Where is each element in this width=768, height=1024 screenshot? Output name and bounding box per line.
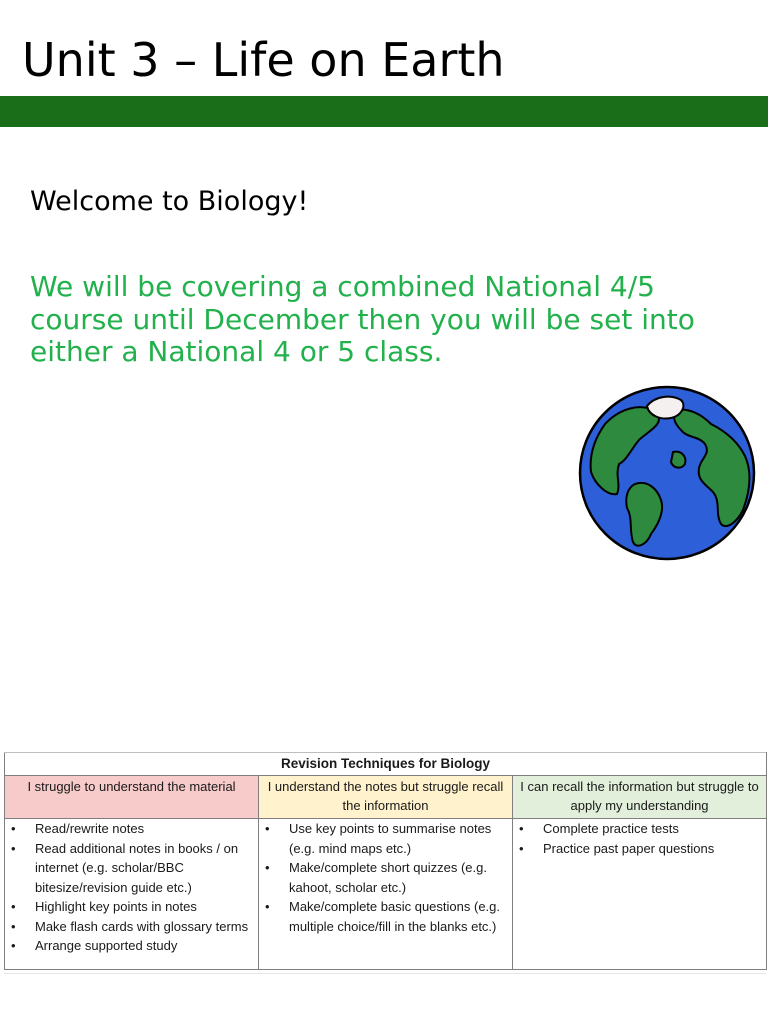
slide-title: Unit 3 – Life on Earth — [22, 33, 505, 87]
column-header-struggle-recall: I understand the notes but struggle recall the information — [259, 776, 513, 819]
list-item: • Make/complete short quizzes (e.g. kahoot, scholar etc.) — [259, 858, 512, 897]
column-cell-understand — [5, 819, 259, 970]
list-item: • Read additional notes in books / on internet (e.g. scholar/BBC bitesize/revision guide etc.) — [5, 839, 258, 898]
welcome-heading: Welcome to Biology! — [30, 186, 309, 217]
table-bottom-edge — [4, 973, 766, 974]
revision-techniques-table — [4, 752, 766, 970]
list-item: • Use key points to summarise notes (e.g. mind maps etc.) — [259, 819, 512, 858]
list-item: • Read/rewrite notes — [5, 819, 258, 839]
table-title: Revision Techniques for Biology — [5, 753, 767, 776]
course-intro-text: We will be covering a combined National 4/5 course until December then you will be set into either a National 4 or 5 class. — [30, 270, 695, 368]
list-item: • Highlight key points in notes — [5, 897, 258, 917]
list-item: • Complete practice tests — [513, 819, 766, 839]
column-cell-apply — [513, 819, 767, 970]
list-item: • Practice past paper questions — [513, 839, 766, 859]
list-item: • Make flash cards with glossary terms — [5, 917, 258, 937]
earth-globe-icon — [577, 384, 757, 562]
column-header-struggle-apply: I can recall the information but struggle to apply my understanding — [513, 776, 767, 819]
column-header-struggle-understand: I struggle to understand the material — [5, 776, 259, 819]
title-divider-bar — [0, 96, 768, 127]
list-item: • Make/complete basic questions (e.g. multiple choice/fill in the blanks etc.) — [259, 897, 512, 936]
list-item: • Arrange supported study — [5, 936, 258, 956]
column-cell-recall — [259, 819, 513, 970]
